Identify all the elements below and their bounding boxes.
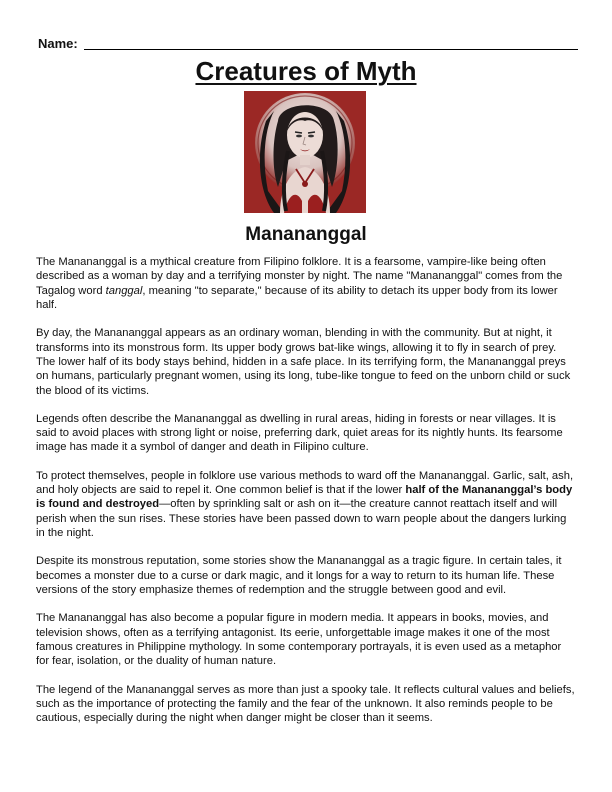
paragraph-7: The legend of the Manananggal serves as more than just a spooky tale. It reflects cultural values and beliefs, such as the importance of protecting the family and the fear of the unknown. It also reminds people to be cautious, especially during the night when danger might be closer than it seems. [36, 683, 575, 725]
paragraph-5: Despite its monstrous reputation, some stories show the Manananggal as a tragic figure. In certain tales, it becomes a monster due to a curse or dark magic, and it longs for a way to return to its human life. These versions of the story emphasize themes of redemption and the struggle between good and evil. [36, 555, 562, 596]
paragraph-1 [36, 255, 576, 312]
paragraph-4 [36, 469, 576, 540]
portrait-illustration-svg [244, 91, 366, 213]
article-body [36, 255, 576, 740]
paragraph-3: Legends often describe the Manananggal as dwelling in rural areas, hiding in forests or near villages. It is said to avoid places with strong light or noise, preferring dark, quiet areas for its nightly hunts. Its fearsome image has made it a symbol of danger and death in Filipino culture. [36, 412, 563, 454]
paragraph-1-italic-term: tanggal [105, 284, 143, 297]
name-label: Name: [38, 36, 78, 51]
page-title-text: Creatures of Myth [195, 56, 417, 86]
name-field[interactable] [38, 36, 578, 52]
paragraph-1-text-c: , meaning "to separate," because of its ability to detach its upper body from its lower half. [36, 284, 558, 311]
creature-heading: Manananggal [245, 224, 367, 245]
paragraph-4-text-c: —often by sprinkling salt or ash on it—the creature cannot reattach itself and will perish when the sun rises. These stories have been passed down to warn people about the dangers lurking in the night. [36, 498, 567, 539]
paragraph-1-text-a: The Manananggal is a mythical creature from Filipino folklore. It is a fearsome, vampire-like being often described as a woman by day and a terrifying monster by night. The name "Manananggal" comes from the Tagalog word [36, 256, 563, 297]
mananaggal-portrait-illustration [244, 91, 366, 213]
paragraph-2: By day, the Manananggal appears as an ordinary woman, blending in with the community. But at night, it transforms into its monstrous form. Its upper body grows bat-like wings, allowing it to fly in search of prey. The lower half of its body stays behind, hidden in a safe place. In its terrifying form, the Manananggal preys on humans, particularly pregnant women, using its long, tube-like tongue to feed on the unborn child or suck the blood of its victims. [36, 327, 571, 397]
paragraph-4-text-a: To protect themselves, people in folklore use various methods to ward off the Manananggal. Garlic, salt, ash, and holy objects are said to repel it. One common belief is that if the lower [36, 469, 574, 497]
paragraph-4-bold-phrase: half of the Manananggal’s body is found and destroyed [36, 484, 573, 511]
paragraph-6: The Manananggal has also become a popular figure in modern media. It appears in books, movies, and television shows, often as a terrifying antagonist. Its eerie, unforgettable image makes it one of the most famous creatures in Philippine mythology. In some contemporary portrayals, it is even used as a metaphor for fear, isolation, or the duality of human nature. [36, 612, 562, 668]
name-write-line[interactable] [84, 49, 578, 50]
page-title [0, 56, 612, 86]
